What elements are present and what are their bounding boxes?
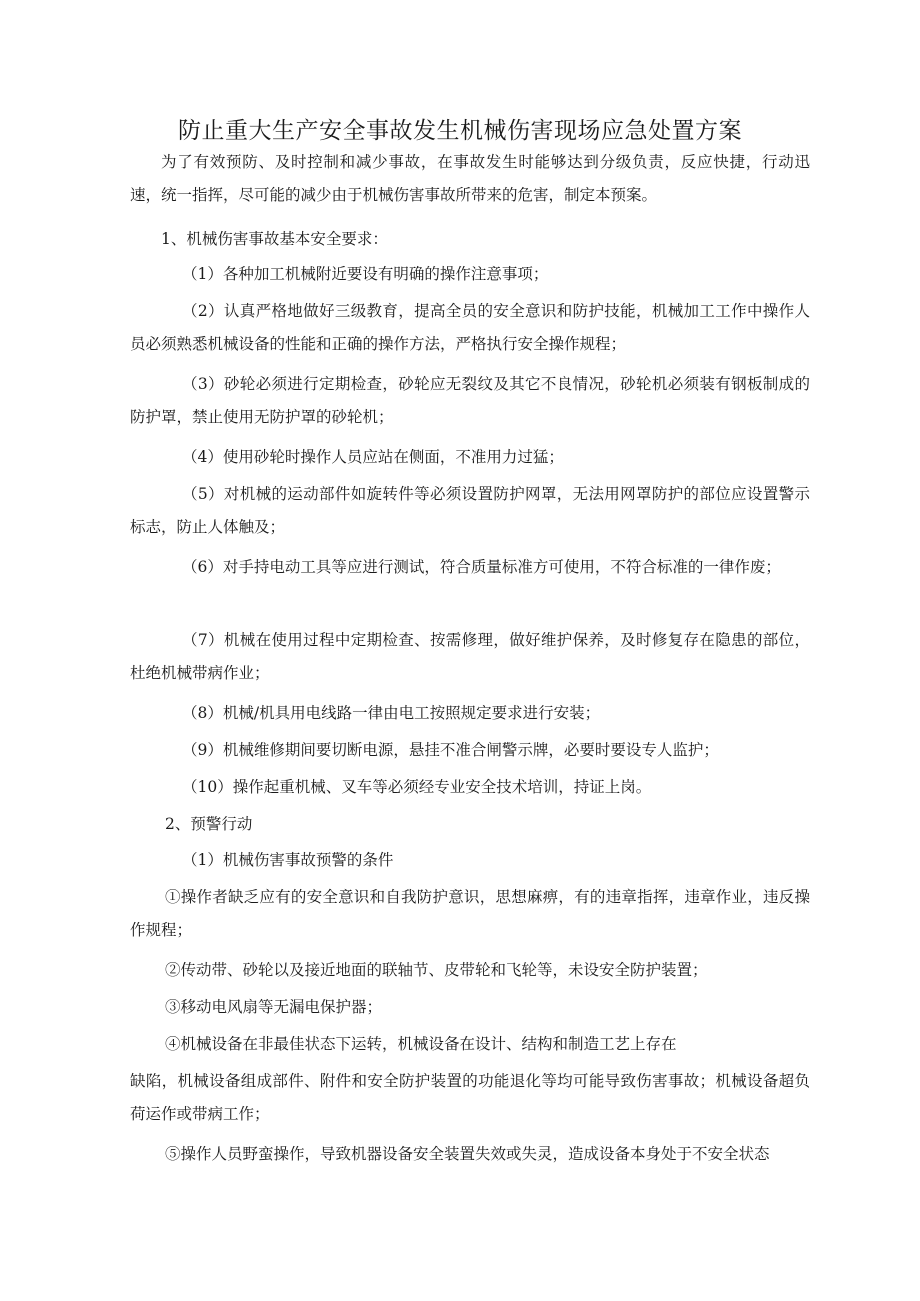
section1-heading: 1、机械伤害事故基本安全要求： xyxy=(161,230,388,248)
requirement-item-7: （7）机械在使用过程中定期检查、按需修理，做好维护保养，及时修复存在隐患的部位，杜绝机械带病作业； xyxy=(130,631,810,682)
requirement-item-2: （2）认真严格地做好三级教育，提高全员的安全意识和防护技能，机械加工工作中操作人员必须熟悉机械设备的性能和正确的操作方法，严格执行安全操作规程； xyxy=(130,302,810,353)
requirement-item-6: （6）对手持电动工具等应进行测试，符合质量标准方可使用，不符合标准的一律作废； xyxy=(182,558,781,576)
warning-condition-4-first-line: ④机械设备在非最佳状态下运转，机械设备在设计、结构和制造工艺上存在 xyxy=(165,1035,677,1053)
warning-condition-5: ⑤操作人员野蛮操作，导致机器设备安全装置失效或失灵，造成设备本身处于不安全状态 xyxy=(165,1145,770,1163)
warning-condition-3: ③移动电风扇等无漏电保护器； xyxy=(165,998,383,1016)
document-title: 防止重大生产安全事故发生机械伤害现场应急处置方案 xyxy=(178,118,742,144)
intro-paragraph: 为了有效预防、及时控制和减少事故，在事故发生时能够达到分级负责，反应快捷，行动迅速，统一指挥，尽可能的减少由于机械伤害事故所带来的危害，制定本预案。 xyxy=(130,153,810,204)
requirement-item-8: （8）机械/机具用电线路一律由电工按照规定要求进行安装； xyxy=(182,704,601,722)
requirement-item-4: （4）使用砂轮时操作人员应站在侧面，不准用力过猛； xyxy=(182,448,564,466)
warning-condition-4-continued: 缺陷，机械设备组成部件、附件和安全防护装置的功能退化等均可能导致伤害事故；机械设备超负荷运作或带病工作； xyxy=(130,1072,810,1123)
requirement-item-9: （9）机械维修期间要切断电源，悬挂不准合闸警示牌，必要时要设专人监护； xyxy=(182,741,719,759)
warning-condition-1: ①操作者缺乏应有的安全意识和自我防护意识，思想麻痹，有的违章指挥，违章作业，违反操作规程； xyxy=(130,888,810,939)
section2-heading: 2、预警行动 xyxy=(165,815,253,833)
section2-subheading: （1）机械伤害事故预警的条件 xyxy=(182,851,394,869)
requirement-item-10: （10）操作起重机械、叉车等必须经专业安全技术培训，持证上岗。 xyxy=(182,778,652,796)
requirement-item-1: （1）各种加工机械附近要设有明确的操作注意事项； xyxy=(182,265,549,283)
requirement-item-3: （3）砂轮必须进行定期检查，砂轮应无裂纹及其它不良情况，砂轮机必须装有钢板制成的防护罩，禁止使用无防护罩的砂轮机； xyxy=(130,375,810,426)
requirement-item-5: （5）对机械的运动部件如旋转件等必须设置防护网罩，无法用网罩防护的部位应设置警示标志，防止人体触及； xyxy=(130,485,810,536)
warning-condition-2: ②传动带、砂轮以及接近地面的联轴节、皮带轮和飞轮等，未设安全防护装置； xyxy=(165,961,708,979)
